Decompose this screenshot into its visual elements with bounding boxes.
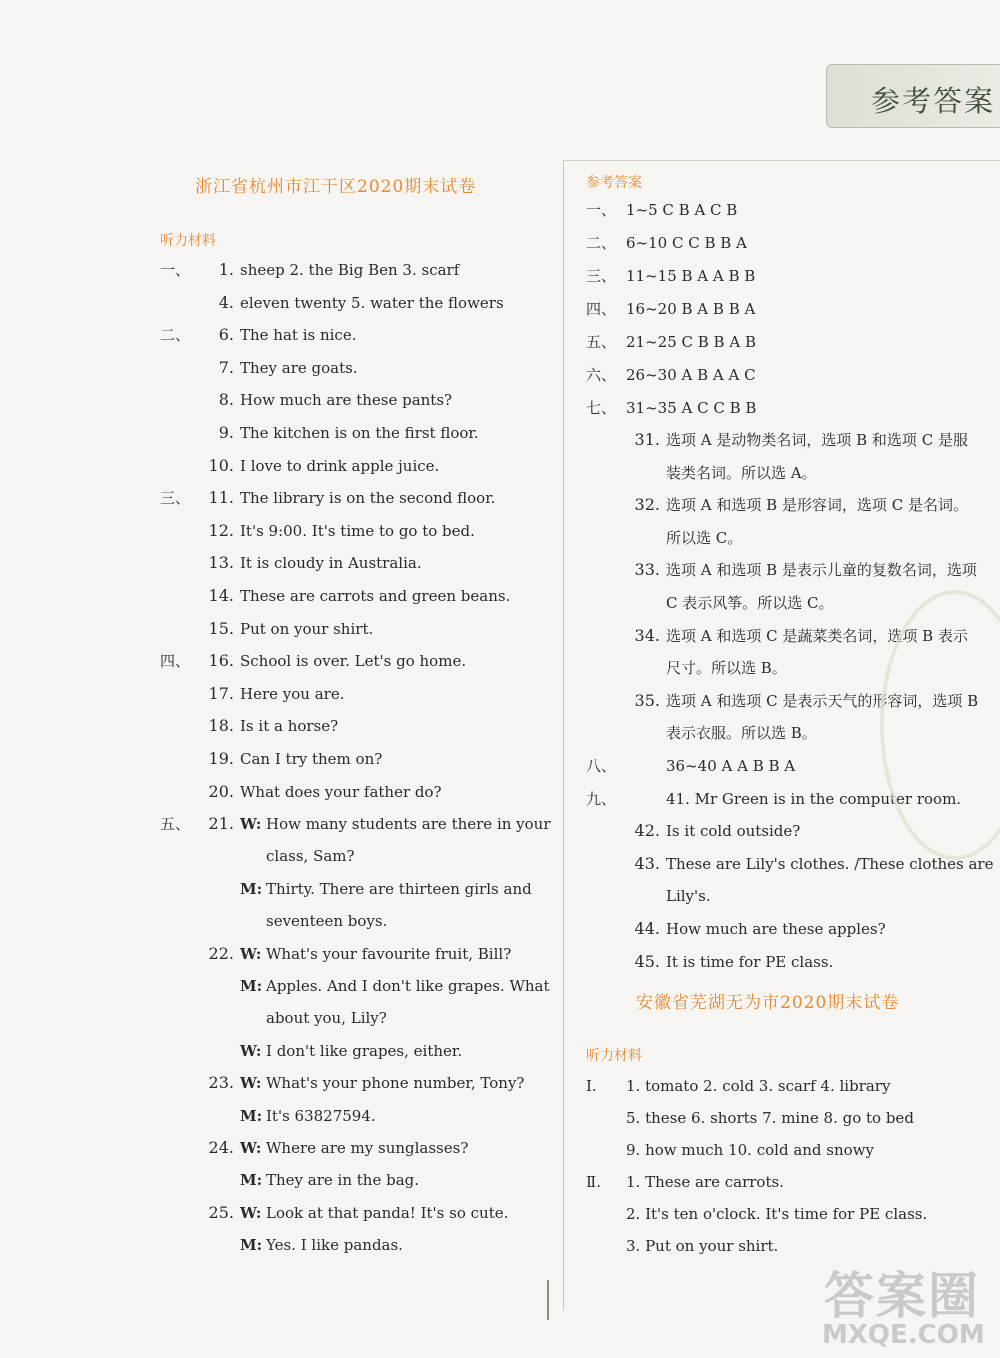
top-rule [563,160,1000,161]
line-text: 31~35 A C C B B [626,399,757,417]
text-line [586,658,787,678]
line-text: 选项 A 是动物类名词，选项 B 和选项 C 是服 [666,431,968,449]
line-text: The kitchen is on the first floor. [240,424,479,442]
text-line [586,886,711,906]
line-text: 装类名词。所以选 A。 [666,463,817,482]
line-number: 14. [208,586,234,605]
right-section-label-2: 听力材料 [586,1048,642,1064]
speaker-label: W: [240,1074,262,1093]
line-text: 选项 A 和选项 C 是表示天气的形容词，选项 B [666,691,979,710]
text-line [586,463,817,483]
line-text: 3. Put on your shirt. [626,1237,779,1255]
speaker-label: M: [240,1106,263,1125]
text-line [160,944,511,964]
text-line [160,488,495,508]
line-text: eleven twenty 5. water the flowers [240,293,504,312]
text-line [160,521,475,541]
text-line [160,749,382,769]
line-text: Thirty. There are thirteen girls and [266,879,532,898]
text-line [586,200,737,220]
text-line [160,293,504,313]
line-number: 20. [208,781,234,801]
speaker-label: W: [240,815,262,833]
line-number: 9. [218,423,234,442]
line-text: 1. These are carrots. [626,1173,784,1191]
text-line [160,619,373,639]
line-text: What's your favourite fruit, Bill? [266,944,512,963]
text-line [586,233,747,253]
line-label: 五、 [160,815,191,833]
line-number: 43. [634,853,660,873]
line-label: 八、 [586,757,617,775]
line-number: 6. [218,325,234,345]
text-line [160,586,510,606]
line-text: seventeen boys. [266,912,388,931]
speaker-label: W: [240,1041,262,1060]
line-text: It is cloudy in Australia. [240,554,422,573]
line-number: 33. [634,560,660,580]
line-text: Apples. And I don't like grapes. What [266,977,550,995]
text-line [160,358,358,378]
line-text: 1. tomato 2. cold 3. scarf 4. library [626,1077,891,1095]
line-number: 4. [218,292,234,312]
line-text: Look at that panda! It's so cute. [266,1203,509,1222]
line-text: 1~5 C B A C B [626,201,738,219]
line-text: 9. how much 10. cold and snowy [626,1141,874,1159]
speaker-label: M: [240,977,263,995]
line-text: How many students are there in your [266,815,551,833]
line-text: 36~40 A A B B A [666,757,796,775]
watermark-url: MXQE.COM [822,1320,985,1350]
line-label: 二、 [160,326,191,345]
text-line [586,299,755,319]
line-text: 选项 A 和选项 B 是表示儿童的复数名词，选项 [666,561,977,580]
line-label: Ⅰ. [586,1077,597,1095]
line-number: 44. [634,919,660,938]
text-line [160,879,532,899]
text-line [160,976,550,996]
line-text: It's 9:00. It's time to go to bed. [240,521,475,540]
line-number: 34. [634,625,660,645]
text-line [586,756,795,776]
line-label: 五、 [586,333,617,351]
line-text: I love to drink apple juice. [240,456,440,475]
line-number: 8. [218,390,234,410]
line-text: They are in the bag. [266,1171,420,1190]
text-line [586,1172,784,1192]
line-number: 32. [634,495,660,515]
text-line [160,1235,403,1255]
speaker-label: W: [240,944,262,963]
text-line [160,911,387,931]
text-line [160,456,439,476]
line-label: 二、 [586,234,617,252]
text-line [160,1138,468,1158]
line-text: Put on your shirt. [240,619,374,638]
line-label: 三、 [586,267,617,285]
line-text: sheep 2. the Big Ben 3. scarf [240,261,460,279]
line-number: 17. [208,683,234,703]
line-text: Can I try them on? [240,750,383,768]
line-text: How much are these apples? [666,920,886,938]
text-line [586,854,993,874]
text-line [160,423,479,443]
text-line [160,1073,524,1093]
line-text: They are goats. [240,358,358,377]
line-number: 31. [634,430,660,449]
line-text: What's your phone number, Tony? [266,1074,525,1093]
line-number: 7. [218,357,234,377]
line-number: 1. [218,260,234,279]
left-exam-title: 浙江省杭州市江干区2020期末试卷 [195,177,477,197]
line-number: 15. [208,618,234,638]
line-text: Here you are. [240,684,345,703]
line-label: Ⅱ. [586,1173,601,1191]
text-line [586,430,968,450]
line-number: 45. [634,951,660,971]
line-number: 24. [208,1138,234,1157]
text-line [160,260,459,280]
text-line [586,821,800,841]
text-line [586,398,756,418]
line-text: It is time for PE class. [666,952,834,971]
line-text: How much are these pants? [240,391,453,410]
text-line [586,266,755,286]
line-text: Is it a horse? [240,717,339,736]
line-text: 6~10 C C B B A [626,234,747,252]
line-text: 选项 A 和选项 B 是形容词，选项 C 是名词。 [666,496,968,515]
right-section-label: 参考答案 [586,175,642,191]
line-number: 35. [634,690,660,710]
line-text: about you, Lily? [266,1009,387,1028]
line-text: 所以选 C。 [666,528,743,547]
text-line [160,325,356,345]
line-text: Lily's. [666,887,711,906]
line-number: 21. [208,814,234,833]
text-line [586,365,756,385]
line-text: 2. It's ten o'clock. It's time for PE class. [626,1205,928,1223]
line-text: These are Lily's clothes. /These clothes are [666,854,994,873]
line-text: School is over. Let's go home. [240,652,467,671]
line-text: 21~25 C B B A B [626,333,756,351]
line-number: 12. [208,520,234,540]
line-text: 16~20 B A B B A [626,300,756,318]
text-line [160,782,442,802]
line-text: These are carrots and green beans. [240,587,511,605]
text-line [160,651,466,671]
text-line [160,390,452,410]
text-line [586,332,756,352]
line-label: 三、 [160,489,191,508]
line-text: Where are my sunglasses? [266,1139,469,1157]
line-text: 26~30 A B A A C [626,366,756,384]
line-label: 四、 [586,300,617,318]
text-line [586,560,977,580]
text-line [160,1008,387,1028]
text-line [160,684,344,704]
text-line [586,593,834,613]
page-fold-mark [547,1280,549,1320]
section-tab [826,64,1000,128]
text-line [160,1203,508,1223]
text-line [586,919,886,939]
speaker-label: M: [240,1171,263,1190]
text-line [160,1041,462,1061]
text-line [586,723,817,743]
text-line [586,952,833,972]
line-number: 22. [208,943,234,963]
line-text: It's 63827594. [266,1106,376,1125]
line-number: 19. [208,749,234,768]
line-number: 10. [208,455,234,475]
text-line [586,1076,890,1096]
right-exam-title: 安徽省芜湖无为市2020期末试卷 [636,993,900,1013]
line-text: C 表示风筝。所以选 C。 [666,594,834,612]
line-text: The hat is nice. [240,326,357,345]
watermark-logo [818,1256,998,1356]
line-text: class, Sam? [266,847,355,866]
watermark-text: 答案圈 [824,1267,980,1325]
line-number: 23. [208,1073,234,1093]
line-label: 六、 [586,366,617,384]
line-label: 九、 [586,789,617,808]
line-label: 四、 [160,652,191,671]
line-text: What does your father do? [240,782,442,801]
line-label: 一、 [586,201,617,219]
text-line [586,1140,874,1160]
line-text: Yes. I like pandas. [266,1236,403,1255]
line-text: I don't like grapes, either. [266,1041,463,1060]
text-line [160,846,355,866]
line-text: 5. these 6. shorts 7. mine 8. go to bed [626,1109,914,1127]
line-number: 25. [208,1202,234,1222]
line-text: The library is on the second floor. [240,489,496,508]
line-number: 18. [208,716,234,736]
text-line [160,1170,419,1190]
text-line [586,1204,927,1224]
text-line [160,716,338,736]
line-text: Is it cold outside? [666,822,801,841]
speaker-label: M: [240,1236,263,1255]
line-number: 16. [208,651,234,671]
line-number: 13. [208,553,234,573]
line-label: 七、 [586,399,617,417]
line-text: 选项 A 和选项 C 是蔬菜类名词，选项 B 表示 [666,626,968,645]
text-line [160,1106,376,1126]
left-section-label: 听力材料 [160,233,216,249]
line-text: 尺寸。所以选 B。 [666,659,787,678]
text-line [586,1236,778,1256]
section-tab-label: 参考答案 [871,84,996,118]
text-line [586,528,742,548]
line-text: 表示衣服。所以选 B。 [666,724,817,743]
speaker-label: W: [240,1203,262,1222]
line-number: 42. [634,821,660,841]
text-line [160,814,551,834]
speaker-label: W: [240,1139,262,1157]
column-divider [563,160,564,1310]
line-number: 11. [208,488,234,508]
line-text: 41. Mr Green is in the computer room. [666,789,962,808]
text-line [160,553,422,573]
text-line [586,495,968,515]
speaker-label: M: [240,879,263,898]
line-label: 一、 [160,261,191,279]
text-line [586,1108,914,1128]
line-text: 11~15 B A A B B [626,267,756,285]
